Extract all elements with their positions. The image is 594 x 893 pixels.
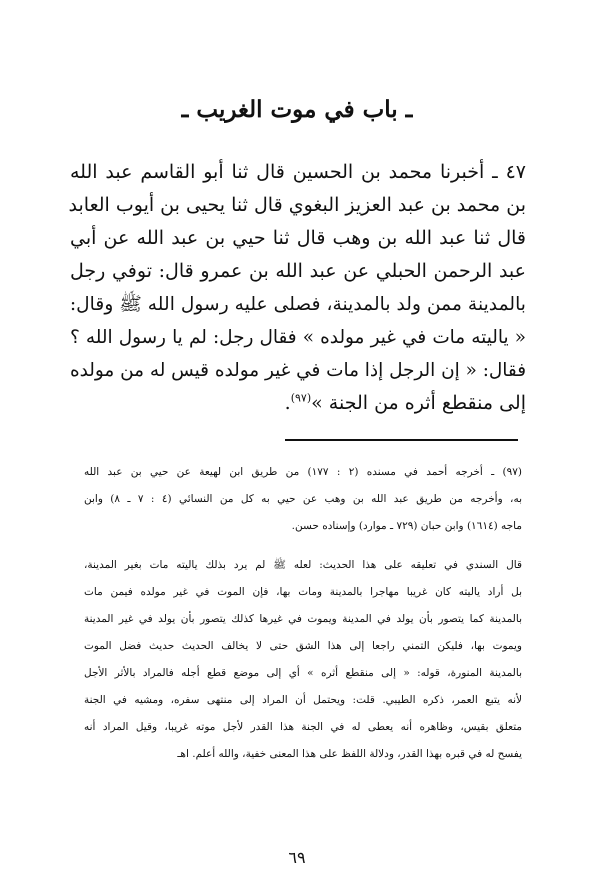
footnote-line: (٩٧) ـ أخرجه أحمد في مسنده (٢ : ١٧٧) من طريق ابن لهيعة عن حيي بن عبد الله	[84, 466, 522, 478]
commentary-line: ويموت بها، فليكن التمني راجعا إلى هذا الشق حتى لا يخالف الحديث حديث فضل الموت	[84, 640, 522, 652]
page-number: ٦٩	[288, 848, 306, 867]
hadith-line: عبد الرحمن الحبلي عن عبد الله بن عمرو قال: توفي رجل	[70, 260, 526, 282]
hadith-line: فقال: « إن الرجل إذا مات في غير مولده قيس له من مولده	[70, 360, 526, 381]
commentary-line: بالمدينة كما يتصور بأن يولد في المدينة ويموت في غيرها كذلك يتصور بأن يولد في غير المدينة	[84, 613, 522, 625]
hadith-line: قال ثنا عبد الله بن وهب قال ثنا حيي بن عبد الله عن أبي	[70, 227, 526, 249]
commentary-line: بالمدينة المنورة، قوله: « إلى منقطع أثره » أي إلى موضع قطع أجله فالمراد بالأثر الأجل	[84, 667, 522, 679]
hadith-line: « ياليته مات في غير مولده » فقال رجل: لم يا رسول الله ؟	[70, 327, 526, 348]
commentary-line: متعلق بقيس، وظاهره أنه يعطى له في الجنة هذا القدر لأجل موته غريبا، وقيل المراد أنه	[84, 721, 522, 733]
hadith-line: بالمدينة ممن ولد بالمدينة، فصلى عليه رسول الله ﷺ وقال:	[69, 294, 526, 315]
commentary-line: لأنه يتبع العمر، ذكره الطيبي. قلت: ويحتمل أن المراد إلى منتهى سفره، ومشيه في الجنة	[84, 694, 522, 706]
footnote-line: به، وأخرجه من طريق عبد الله بن وهب عن حيي به كل من النسائي (٤ : ٧ ـ ٨) وابن	[84, 493, 522, 505]
commentary-line: قال السندي في تعليقه على هذا الحديث: لعله ﷺ لم يرد بذلك ياليته مات بغير المدينة،	[84, 559, 523, 571]
commentary-line: يفسح له في قبره بهذا القدر، ودلالة اللفظ على هذا المعنى خفية، والله أعلم. اهـ	[177, 748, 522, 760]
hadith-last-line: إلى منقطع أثره من الجنة »$^{(٩٧)}$.	[284, 391, 526, 414]
hadith-line: ٤٧ ـ أخبرنا محمد بن الحسين قال ثنا أبو القاسم عبد الله	[70, 161, 526, 183]
footnote-gap	[84, 540, 522, 552]
footnote-marker: (٩٧)	[290, 391, 312, 405]
chapter-heading: ـ باب في موت الغريب ـ	[181, 96, 413, 123]
footnotes	[84, 459, 522, 768]
hadith-line: بن محمد بن عبد العزيز البغوي قال ثنا يحيى بن أيوب العابد	[68, 194, 526, 216]
hadith-line: إلى منقطع أثره من الجنة »	[311, 392, 526, 414]
hadith-text	[70, 156, 526, 420]
footnote-line: ماجه (١٦١٤) وابن حبان (٧٢٩ ـ موارد) وإسناده حسن.	[291, 520, 522, 532]
commentary-line: بل أراد ياليته كان غريبا مهاجرا بالمدينة ومات بها، فإن الموت في غير مولده فيمن مات	[84, 586, 522, 598]
footnote-separator	[285, 439, 518, 441]
